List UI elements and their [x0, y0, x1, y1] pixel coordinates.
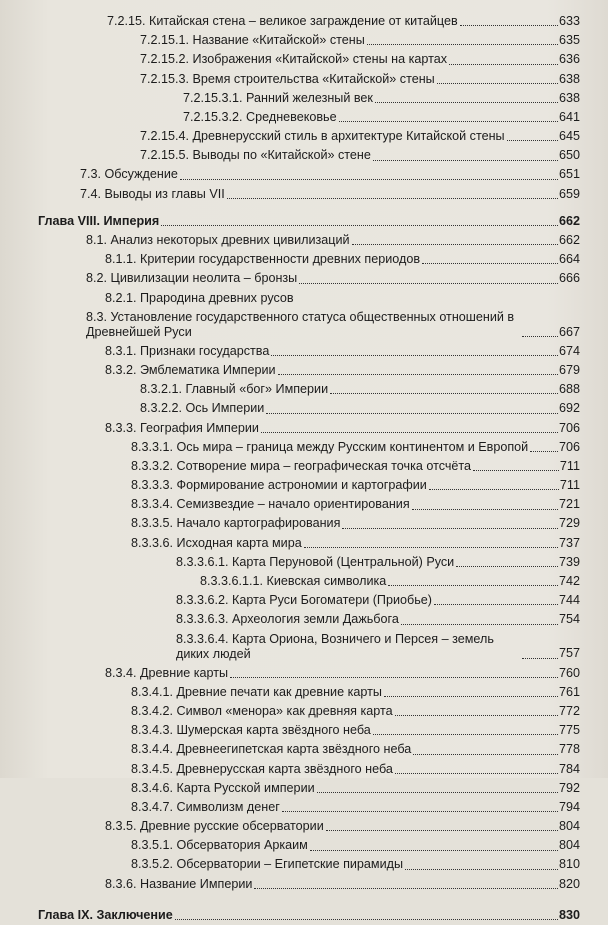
toc-entry — [105, 250, 608, 269]
toc-entry — [131, 683, 608, 702]
toc-chapter-row — [0, 212, 608, 231]
toc-page-number: 636 — [558, 52, 580, 67]
dot-leader — [326, 830, 558, 831]
toc-page-number: 775 — [558, 723, 580, 738]
toc-entry-title: 8.3.4.2. Символ «менора» как древняя карта — [131, 703, 393, 718]
toc-page-number: 692 — [558, 401, 580, 416]
toc-entry-title: 7.2.15.4. Древнерусский стиль в архитектуре Китайской стены — [140, 129, 505, 144]
dot-leader — [352, 244, 558, 245]
toc-entry-row — [0, 534, 608, 553]
toc-entry-title: 8.2. Цивилизации неолита – бронзы — [86, 271, 298, 286]
toc-entry-title: 8.1. Анализ некоторых древних цивилизаций — [86, 233, 350, 248]
toc-page-number: 638 — [558, 71, 580, 86]
chapter-gap — [0, 204, 608, 212]
toc-entry-row — [0, 438, 608, 457]
toc-entry — [140, 70, 608, 89]
toc-entry — [140, 399, 608, 418]
toc-entry-title: 8.3.4.4. Древнеегипетская карта звёздного неба — [131, 742, 412, 757]
toc-page-number: 711 — [559, 458, 580, 473]
toc-entry-title: 8.3.3.6.4. Карта Ориона, Возничего и Персея – земель диких людей — [176, 631, 494, 662]
dot-leader — [429, 489, 559, 490]
toc-page-number: 772 — [558, 703, 580, 718]
toc-entry-row — [0, 380, 608, 399]
toc-entry-title: 8.2.1. Прародина древних русов — [105, 290, 294, 305]
dot-leader — [373, 160, 558, 161]
toc-entry — [131, 721, 608, 740]
toc-entry — [105, 817, 608, 836]
toc-page-number: 674 — [558, 343, 580, 358]
toc-entry-title: 8.3.3. География Империи — [105, 420, 259, 435]
dot-leader — [367, 44, 558, 45]
toc-entry — [105, 664, 608, 683]
toc-entry-title: 7.2.15.3.2. Средневековье — [183, 109, 337, 124]
toc-page-number: 792 — [558, 780, 580, 795]
dot-leader — [180, 179, 558, 180]
toc-page-number: 641 — [558, 109, 580, 124]
toc-entry-title: 8.3.3.5. Начало картографирования — [131, 516, 341, 531]
toc-entry-row — [0, 12, 608, 31]
toc-entry-row — [0, 553, 608, 572]
toc-entry-row — [0, 836, 608, 855]
dot-leader — [413, 754, 558, 755]
toc-entry-title: 8.3.3.2. Сотворение мира – географическая точка отсчёта — [131, 458, 472, 473]
toc-entry — [131, 534, 608, 553]
toc-entry-row — [0, 476, 608, 495]
dot-leader — [339, 121, 558, 122]
toc-entry-title: 8.3.4.3. Шумерская карта звёздного неба — [131, 723, 371, 738]
toc-entry-row — [0, 798, 608, 817]
toc-entry-row — [0, 361, 608, 380]
dot-leader — [388, 585, 558, 586]
toc-entry-title: 8.1.1. Критерии государственности древних периодов — [105, 252, 421, 267]
toc-entry — [183, 89, 608, 108]
toc-entry — [86, 308, 608, 342]
toc-page-number: 804 — [558, 838, 580, 853]
toc-entry-title: 8.3.2. Эмблематика Империи — [105, 362, 276, 377]
toc-entry — [131, 495, 608, 514]
toc-entry — [131, 457, 608, 476]
toc-page-number: 737 — [558, 535, 580, 550]
dot-leader — [437, 83, 558, 84]
toc-entry — [105, 419, 608, 438]
toc-entry — [86, 269, 608, 288]
toc-entry — [107, 12, 608, 31]
toc-entry-title: 8.3.3.6.1.1. Киевская символика — [200, 574, 387, 589]
toc-entry — [86, 231, 608, 250]
toc-page-number: 706 — [558, 439, 580, 454]
toc-entry-title: 8.3.4.5. Древнерусская карта звёздного неба — [131, 761, 393, 776]
toc-entry-title: 8.3.3.6.3. Археология земли Дажьбога — [176, 612, 399, 627]
toc-page-number: 688 — [558, 382, 580, 397]
toc-entry — [140, 50, 608, 69]
toc-entry-row — [0, 185, 608, 204]
toc-page-number: 638 — [558, 90, 580, 105]
dot-leader — [395, 715, 558, 716]
toc-entry — [131, 740, 608, 759]
toc-entry-title: 8.3.4.7. Символизм денег — [131, 799, 280, 814]
toc-page-number: 650 — [558, 148, 580, 163]
toc-entry — [131, 779, 608, 798]
toc-entry-row — [0, 515, 608, 534]
toc-page-number: 739 — [558, 554, 580, 569]
toc-entry-title: Глава IX. Заключение — [38, 907, 173, 922]
toc-page-number: 794 — [558, 799, 580, 814]
toc-entry-row — [0, 779, 608, 798]
toc-entry — [131, 760, 608, 779]
dot-leader — [310, 850, 558, 851]
toc-entry-title: 8.3.5.1. Обсерватория Аркаим — [131, 838, 308, 853]
dot-leader — [384, 696, 558, 697]
dot-leader — [304, 547, 558, 548]
dot-leader — [266, 413, 558, 414]
dot-leader — [460, 25, 558, 26]
toc-entry-title: 8.3.4.6. Карта Русской империи — [131, 780, 315, 795]
toc-entry — [176, 630, 608, 664]
toc-entry — [131, 798, 608, 817]
dot-leader — [278, 374, 558, 375]
toc-entry — [131, 438, 608, 457]
toc-entry-title: 7.3. Обсуждение — [80, 167, 178, 182]
toc-entry-title: 7.2.15.5. Выводы по «Китайской» стене — [140, 148, 371, 163]
toc-entry-row — [0, 702, 608, 721]
toc-entry-title: 8.3. Установление государственного статуса общественных отношений в Древнейшей Руси — [86, 309, 515, 340]
toc-entry — [131, 702, 608, 721]
toc-entry — [80, 166, 608, 185]
toc-page-number: 662 — [558, 233, 580, 248]
toc-page-number: 729 — [558, 516, 580, 531]
toc-entry-row — [0, 166, 608, 185]
toc-entry-title: 8.3.2.1. Главный «бог» Империи — [140, 382, 329, 397]
toc-entry-title: 8.3.3.4. Семизвездие – начало ориентирования — [131, 497, 410, 512]
toc-entry-title: 8.3.5.2. Обсерватории – Египетские пирамиды — [131, 857, 404, 872]
toc-entry-row — [0, 31, 608, 50]
toc-entry — [131, 856, 608, 875]
toc-page-number: 820 — [558, 876, 580, 891]
toc-entry — [176, 591, 608, 610]
toc-entry-row — [0, 591, 608, 610]
toc-entry-row — [0, 664, 608, 683]
toc-page-number: 706 — [558, 420, 580, 435]
toc-entry-title: 7.2.15.3.1. Ранний железный век — [183, 90, 373, 105]
toc-page-number: 679 — [558, 362, 580, 377]
toc-entry-title: 8.3.1. Признаки государства — [105, 343, 270, 358]
chapter-gap — [0, 894, 608, 906]
dot-leader — [254, 888, 558, 889]
toc-entry-row — [0, 289, 608, 308]
toc-entry-title: 7.4. Выводы из главы VII — [80, 186, 225, 201]
toc-page-number: 662 — [558, 213, 580, 228]
toc-entry-title: 8.3.3.6.2. Карта Руси Богоматери (Приобье) — [176, 593, 433, 608]
toc-entry-title: 8.3.3.6.1. Карта Перуновой (Центральной) Руси — [176, 554, 455, 569]
dot-leader — [161, 225, 558, 226]
toc-entry-row — [0, 740, 608, 759]
dot-leader — [261, 432, 558, 433]
dot-leader — [412, 509, 558, 510]
dot-leader — [401, 624, 558, 625]
toc-page-number: 659 — [558, 186, 580, 201]
toc-page-number: 760 — [558, 665, 580, 680]
toc-entry-title: 7.2.15. Китайская стена – великое заграждение от китайцев — [107, 13, 458, 28]
toc-entry-row — [0, 50, 608, 69]
toc-page-number: 810 — [558, 857, 580, 872]
dot-leader — [405, 869, 558, 870]
dot-leader — [299, 283, 558, 284]
toc-entry-row — [0, 108, 608, 127]
toc-entry-title: 8.3.5. Древние русские обсерватории — [105, 819, 324, 834]
toc-page-number: 778 — [558, 742, 580, 757]
toc-entry-row — [0, 419, 608, 438]
toc-page-number: 666 — [558, 271, 580, 286]
toc-page-number: 635 — [558, 33, 580, 48]
toc-entry — [200, 572, 608, 591]
dot-leader — [522, 336, 558, 337]
toc-entry — [176, 553, 608, 572]
toc-entry — [131, 476, 608, 495]
dot-leader — [342, 528, 558, 529]
toc-entry — [140, 380, 608, 399]
toc-entry-row — [0, 856, 608, 875]
toc-entry — [131, 836, 608, 855]
toc-entry-row — [0, 127, 608, 146]
toc-page-number: 784 — [558, 761, 580, 776]
dot-leader — [227, 198, 558, 199]
dot-leader — [507, 140, 558, 141]
toc-entry-title: 8.3.2.2. Ось Империи — [140, 401, 265, 416]
toc-entry-row — [0, 342, 608, 361]
toc-entry — [105, 342, 608, 361]
toc-entry-row — [0, 875, 608, 894]
dot-leader — [473, 470, 559, 471]
toc-entry — [38, 906, 608, 925]
toc-entry — [140, 31, 608, 50]
toc-entry-row — [0, 610, 608, 629]
toc-entry-title: 7.2.15.1. Название «Китайской» стены — [140, 33, 365, 48]
toc-page-number: 761 — [558, 684, 580, 699]
toc-entry-row — [0, 721, 608, 740]
dot-leader — [317, 792, 558, 793]
toc-page-number: 711 — [559, 478, 580, 493]
toc-entry-row — [0, 231, 608, 250]
toc-page-number: 830 — [558, 907, 580, 922]
toc-entry — [183, 108, 608, 127]
toc-page-number: 757 — [558, 646, 580, 661]
dot-leader — [530, 451, 558, 452]
toc-entry — [38, 212, 608, 231]
dot-leader — [522, 658, 558, 659]
table-of-contents — [0, 12, 608, 925]
toc-entry — [131, 515, 608, 534]
toc-page-number: 721 — [558, 497, 580, 512]
dot-leader — [449, 64, 558, 65]
dot-leader — [434, 604, 558, 605]
dot-leader — [395, 773, 558, 774]
toc-entry-row — [0, 817, 608, 836]
dot-leader — [373, 734, 558, 735]
toc-entry-title: 8.3.3.1. Ось мира – граница между Русским континентом и Европой — [131, 439, 529, 454]
toc-entry-title: 8.3.4.1. Древние печати как древние карты — [131, 684, 382, 699]
toc-page-number: 664 — [558, 252, 580, 267]
toc-page-number: 667 — [558, 324, 580, 339]
toc-entry-title: Глава VIII. Империя — [38, 213, 160, 228]
toc-entry-row — [0, 250, 608, 269]
toc-page-number: 742 — [558, 574, 580, 589]
toc-entry-row — [0, 399, 608, 418]
dot-leader — [456, 566, 558, 567]
toc-entry-row — [0, 495, 608, 514]
toc-entry-title: 8.3.6. Название Империи — [105, 876, 253, 891]
toc-entry — [105, 289, 608, 308]
toc-page-number: 645 — [558, 129, 580, 144]
dot-leader — [175, 919, 558, 920]
toc-entry — [105, 361, 608, 380]
toc-entry — [140, 146, 608, 165]
toc-page-number: 744 — [558, 593, 580, 608]
toc-entry-row — [0, 760, 608, 779]
toc-entry — [140, 127, 608, 146]
toc-entry-title: 7.2.15.3. Время строительства «Китайской» стены — [140, 71, 435, 86]
dot-leader — [375, 102, 558, 103]
toc-entry-title: 8.3.4. Древние карты — [105, 665, 229, 680]
dot-leader — [282, 811, 558, 812]
toc-entry-title: 7.2.15.2. Изображения «Китайской» стены на картах — [140, 52, 448, 67]
toc-entry-title: 8.3.3.3. Формирование астрономии и картографии — [131, 478, 427, 493]
toc-entry-row — [0, 683, 608, 702]
toc-entry-row — [0, 572, 608, 591]
toc-entry-row — [0, 308, 608, 342]
toc-entry-row — [0, 630, 608, 664]
toc-entry-row — [0, 89, 608, 108]
dot-leader — [271, 355, 558, 356]
dot-leader — [422, 263, 558, 264]
dot-leader — [330, 393, 558, 394]
toc-page-number: 804 — [558, 819, 580, 834]
toc-entry-row — [0, 457, 608, 476]
toc-entry-row — [0, 70, 608, 89]
toc-entry-row — [0, 146, 608, 165]
toc-page-number: 754 — [558, 612, 580, 627]
toc-entry — [176, 610, 608, 629]
toc-entry-title: 8.3.3.6. Исходная карта мира — [131, 535, 302, 550]
dot-leader — [230, 677, 558, 678]
toc-entry — [80, 185, 608, 204]
toc-page-number: 633 — [558, 13, 580, 28]
toc-page-number: 651 — [558, 167, 580, 182]
toc-entry — [105, 875, 608, 894]
toc-chapter-row — [0, 906, 608, 925]
toc-entry-row — [0, 269, 608, 288]
